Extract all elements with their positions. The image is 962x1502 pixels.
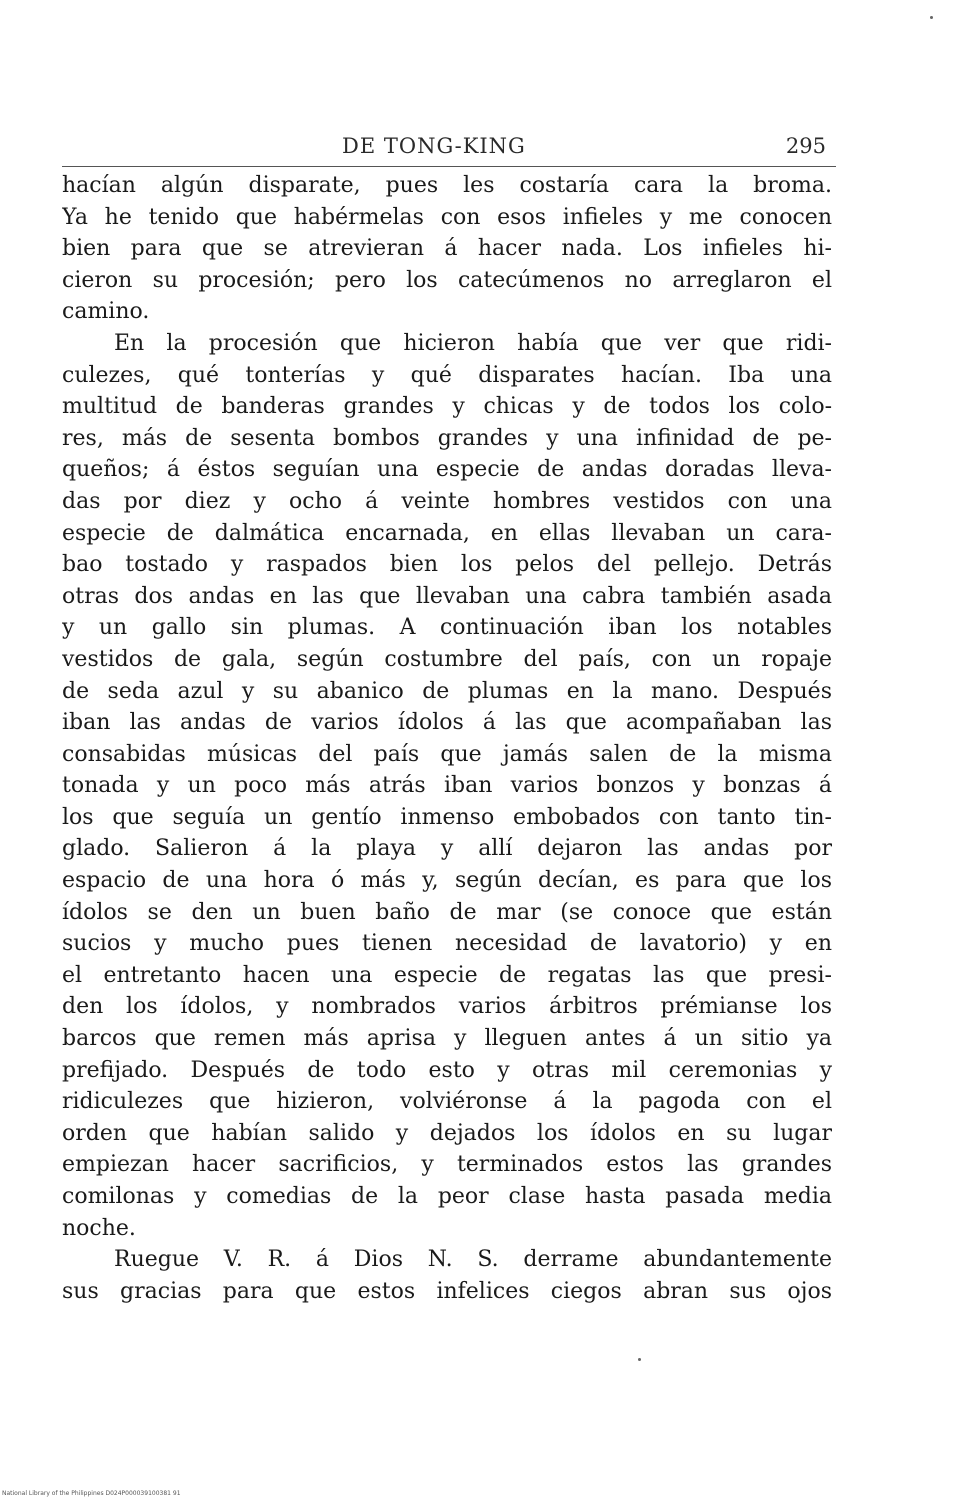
page-number: 295: [785, 134, 826, 158]
speck-mark: [930, 16, 933, 19]
text-line: bien para que se atrevieran á hacer nada. Los infieles hi-: [62, 236, 832, 262]
text-line: Ya he tenido que habérmelas con esos infieles y me conocen: [62, 204, 832, 230]
text-line: sucios y mucho pues tienen necesidad de lavatorio) y en: [62, 931, 832, 957]
text-line: culezes, qué tonterías y qué disparates hacían. Iba una: [62, 362, 832, 388]
text-line: multitud de banderas grandes y chicas y de todos los colo-: [62, 394, 832, 420]
running-title: DE TONG-KING: [342, 134, 526, 158]
text-line: prefijado. Después de todo esto y otras mil ceremonias y: [62, 1057, 832, 1083]
text-line: ridiculezes que hizieron, volviéronse á la pagoda con el: [62, 1089, 832, 1115]
text-line: ídolos se den un buen baño de mar (se conoce que están: [62, 899, 832, 925]
speck-mark: [638, 1358, 641, 1361]
text-line: especie de dalmática encarnada, en ellas llevaban un cara-: [62, 520, 832, 546]
text-line: el entretanto hacen una especie de regatas las que presi-: [62, 962, 832, 988]
text-line: das por diez y ocho á veinte hombres vestidos con una: [62, 488, 832, 514]
header-rule: [62, 166, 836, 167]
text-line: tonada y un poco más atrás iban varios bonzos y bonzas á: [62, 773, 832, 799]
text-line: hacían algún disparate, pues les costaría cara la broma.: [62, 173, 832, 198]
text-line: de seda azul y su abanico de plumas en la mano. Después: [62, 678, 832, 704]
page-header: [62, 134, 836, 168]
text-line: los que seguía un gentío inmenso embobados con tanto tin-: [62, 804, 832, 830]
text-line: queños; á éstos seguían una especie de andas doradas lleva-: [62, 457, 832, 483]
text-line: vestidos de gala, según costumbre del país, con un ropaje: [62, 646, 832, 672]
text-line: res, más de sesenta bombos grandes y una infinidad de pe-: [62, 425, 832, 451]
text-line: barcos que remen más aprisa y lleguen antes á un sitio ya: [62, 1026, 832, 1052]
body-text: [62, 170, 832, 1307]
text-line: comilonas y comedias de la peor clase hasta pasada media: [62, 1184, 832, 1209]
text-line: consabidas músicas del país que jamás salen de la misma: [62, 741, 832, 767]
text-line: otras dos andas en las que llevaban una cabra también asada: [62, 583, 832, 609]
text-line: En la procesión que hicieron había que ver que ridi-: [114, 330, 832, 356]
text-line: iban las andas de varios ídolos á las que acompañaban las: [62, 710, 832, 736]
library-stamp: National Library of the Philippines D024P000039100381 91: [2, 1490, 181, 1497]
text-line: bao tostado y raspados bien los pelos del pellejo. Detrás: [62, 552, 832, 578]
text-line: Ruegue V. R. á Dios N. S. derrame abundantemente: [114, 1247, 832, 1273]
text-line: orden que habían salido y dejados los ídolos en su lugar: [62, 1120, 832, 1146]
text-line: glado. Salieron á la playa y allí dejaron las andas por: [62, 836, 832, 862]
text-line: sus gracias para que estos infelices ciegos abran sus ojos: [62, 1278, 832, 1304]
text-line: noche.: [62, 1215, 136, 1241]
text-line: empiezan hacer sacrificios, y terminados estos las grandes: [62, 1152, 832, 1178]
text-line: camino.: [62, 299, 150, 325]
text-line: cieron su procesión; pero los catecúmenos no arreglaron el: [62, 267, 832, 293]
text-line: espacio de una hora ó más y, según decían, es para que los: [62, 868, 832, 894]
text-line: y un gallo sin plumas. A continuación iban los notables: [62, 615, 832, 641]
text-line: den los ídolos, y nombrados varios árbitros prémianse los: [62, 994, 832, 1020]
